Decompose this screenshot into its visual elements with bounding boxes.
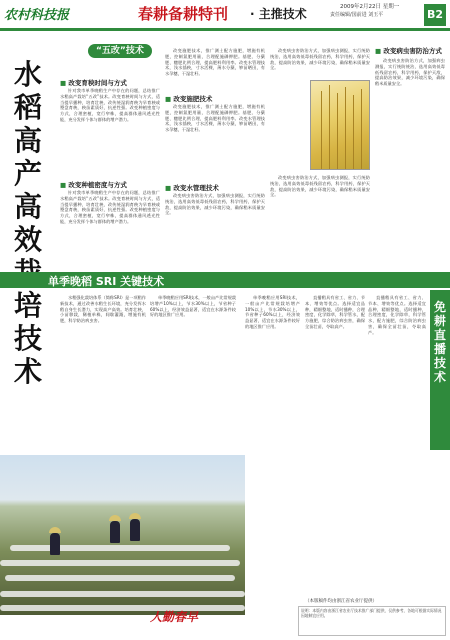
source-note: （本版稿件均由浙江省农业厅提供） — [305, 599, 377, 604]
date-line: 2009年2月22日 星期一 — [340, 4, 400, 10]
special-edition-title: 春耕备耕特刊 — [138, 5, 229, 23]
article-col-2a — [165, 48, 265, 90]
article-col-5 — [60, 295, 146, 450]
article-col-6-text: 单季晚稻应用SRI技术，一般亩产比常规栽培增产10%以上，节水30%以上，节省种子60%以上，经济效益显著，适宜在水源条件较好的地区推广应用。 — [150, 295, 236, 318]
section-title: · 主推技术 — [250, 7, 307, 21]
article-col-5-text: 水稻强化栽培体系（简称SRI）是一项稻作新技术，通过改善水稻生长环境，充分发挥水稻自身生长潜力，实现高产高效。培育壮秧，小苗移栽，稀植单株，间歇灌溉，增施有机肥，科学防治病虫害。 — [60, 295, 146, 324]
spring-label: 人勤春早 — [150, 610, 199, 624]
article-col-4-text: 改变病虫害防治方式，加强病虫测报，实行统防统治，选用高效低毒低残留农药，科学用药，保护天敌，提高防治效果，减少环境污染，确保稻米质量安全。 — [375, 58, 445, 87]
right-banner-title: 免耕直播技术 — [433, 300, 446, 384]
page-header — [0, 0, 450, 30]
article-col-9-text: 直播稻具有省工、省力、节本、增效等优点。选择适宜品种，精细整地，适时播种，合理密度，化学除草，科学管水，配方施肥，综合防治病虫害，确保全苗壮苗，夺取高产。 — [368, 295, 426, 335]
footer-text: 说明：本版内容由浙江省农业厅技术推广部门提供，仅供参考，各地可根据实际情况因地制宜应用。 — [301, 608, 442, 618]
sri-section-title: 单季晚稻 SRI 关键技术 — [48, 275, 165, 288]
article-col-9 — [368, 295, 426, 595]
sub-heading-3: ■ 改变施肥技术 — [165, 94, 212, 103]
sub-heading-4: ■ 改变水管理技术 — [165, 183, 219, 192]
header-rule — [0, 28, 450, 31]
article-col-1-text: 针对我市单季晚稻生产中存在的问题，总结推广水稻高产栽培“五改”技术。改变育秧时间与方式，适当提早播种，培育壮秧，改传统湿润育秧为旱育秧或塑盘育秧，秧苗素质好，抗逆性强。改变种植密度与方式，合理密植，宽行窄株，提高群体通风透光性能，充分发挥个体与群体的增产潜力。 — [60, 88, 160, 122]
sub-heading-5: ■ 改变病虫害防治方式 — [375, 46, 442, 55]
article-col-2-text: 改变施肥技术，推广测土配方施肥，增施有机肥，控制氮肥用量，合理配施磷钾肥。基肥、分蘖肥、穗肥比例合理，提高肥料利用率。改变水管理技术，浅水插秧，寸水活棵，薄水分蘖，够苗晒田，有水孕穗，干湿壮籽。 — [165, 104, 265, 133]
article-col-3 — [270, 175, 370, 268]
article-col-7 — [245, 295, 300, 595]
article-col-7-text: 单季晚稻应用SRI技术，一般亩产比常规栽培增产10%以上，节水30%以上，节省种子60%以上，经济效益显著，适宜在水源条件较好的地区推广应用。 — [245, 295, 300, 329]
article-col-1 — [60, 88, 160, 176]
wuge-badge: “五改”技术 — [88, 44, 152, 58]
main-title: 水稻高产高效 培技术 — [13, 58, 42, 388]
sub-heading-2: ■ 改变种植密度与方式 — [60, 180, 127, 189]
editor-line: 责任编辑/国前进 刘玉平 — [330, 12, 384, 18]
sub-heading-1: ■ 改变育秧时间与方式 — [60, 78, 127, 87]
article-col-2b — [165, 193, 265, 268]
article-col-4 — [375, 58, 445, 268]
article-col-2 — [165, 104, 265, 180]
masthead: 农村科技报 — [4, 8, 70, 23]
field-photo — [0, 455, 245, 615]
page-number: B2 — [424, 4, 446, 26]
article-col-6 — [150, 295, 236, 450]
rice-photo — [310, 80, 370, 170]
article-col-1b-text: 针对我市单季晚稻生产中存在的问题，总结推广水稻高产栽培“五改”技术。改变育秧时间与方式，适当提早播种，培育壮秧，改传统湿润育秧为旱育秧或塑盘育秧，秧苗素质好，抗逆性强。改变种植密度与方式，合理密植，宽行窄株，提高群体通风透光性能，充分发挥个体与群体的增产潜力。 — [60, 190, 160, 224]
article-col-8-text: 直播稻具有省工、省力、节本、增效等优点。选择适宜品种，精细整地，适时播种，合理密度，化学除草，科学管水，配方施肥，综合防治病虫害，确保全苗壮苗，夺取高产。 — [305, 295, 365, 329]
article-col-1b — [60, 190, 160, 268]
article-col-2a-text: 改变施肥技术，推广测土配方施肥，增施有机肥，控制氮肥用量，合理配施磷钾肥。基肥、分蘖肥、穗肥比例合理，提高肥料利用率。改变水管理技术，浅水插秧，寸水活棵，薄水分蘖，够苗晒田，有水孕穗，干湿壮籽。 — [165, 48, 265, 77]
article-col-3a — [270, 48, 370, 78]
article-col-2b-text: 改变病虫害防治方式，加强病虫测报，实行统防统治，选用高效低毒低残留农药，科学用药，保护天敌，提高防治效果，减少环境污染，确保稻米质量安全。 — [165, 193, 265, 216]
article-col-3a-text: 改变病虫害防治方式，加强病虫测报，实行统防统治，选用高效低毒低残留农药，科学用药，保护天敌，提高防治效果，减少环境污染，确保稻米质量安全。 — [270, 48, 370, 71]
article-col-3-text: 改变病虫害防治方式，加强病虫测报，实行统防统治，选用高效低毒低残留农药，科学用药，保护天敌，提高防治效果，减少环境污染，确保稻米质量安全。 — [270, 175, 370, 198]
article-col-8 — [305, 295, 365, 595]
footer-box — [298, 606, 446, 636]
